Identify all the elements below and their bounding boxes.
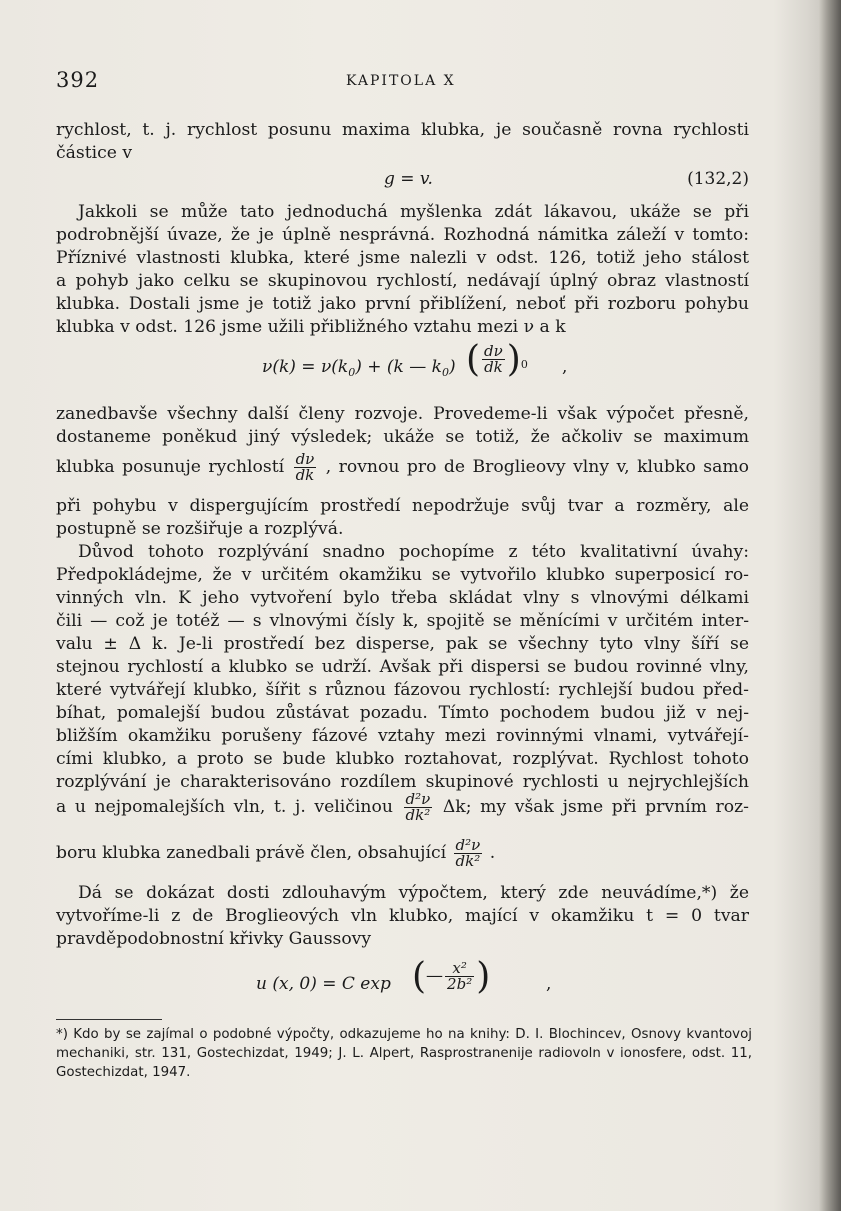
equation-expression: $\nu(k) = \nu(k_0) + (k$ — $k_0$) — [262, 357, 456, 379]
text-line: rychlost, t. j. rychlost posunu maxima klubka, je současně rovna rychlosti — [56, 120, 749, 140]
equation-expression: g = v. — [384, 169, 433, 189]
text-line: a pohyb jako celku se skupinovou rychlostí, nedávají úplný obraz vlastností — [56, 271, 749, 291]
text-line: cími klubko, a proto se bude klubko roztahovat, rozplývat. Rychlost tohoto — [56, 749, 749, 769]
text-line: bližším okamžiku porušeny fázové vztahy mezi rovinnými vlnami, vytvářejí- — [56, 726, 749, 746]
paragraph-4 — [56, 495, 749, 541]
text-line: Dá se dokázat dosti zdlouhavým výpočtem, který zde neuvádíme,*) že — [78, 883, 749, 903]
text-line: dostaneme poněkud jiný výsledek; ukáže se totiž, že ačkoliv se maximum — [56, 427, 749, 447]
paragraph-3 — [56, 403, 749, 449]
equation-gauss: u (x, 0) = C exp (— $\frac{\text{x²}}{\text{2b²}}$ ) , — [256, 956, 552, 997]
paragraph-6 — [56, 882, 749, 951]
footnote-rule — [56, 1019, 162, 1020]
text-line: vytvoříme-li z de Broglieových vln klubko, mající v okamžiku t = 0 tvar — [56, 906, 749, 926]
paragraph-1 — [56, 119, 749, 165]
text-line: zanedbavše všechny další členy rozvoje. Provedeme-li však výpočet přesně, — [56, 404, 749, 424]
text-line: postupně se rozšiřuje a rozplývá. — [56, 519, 344, 539]
text-line: při pohybu v dispergujícím prostředí nepodržuje svůj tvar a rozměry, ale — [56, 496, 749, 516]
running-head: KAPITOLA X — [346, 73, 456, 89]
derivative-fraction: ( $\frac{d\nu}{dk}$ )$_0$ — [466, 339, 528, 380]
paragraph-5 — [56, 541, 749, 794]
gauss-exponent: (— $\frac{\text{x²}}{\text{2b²}}$ ) — [412, 956, 491, 997]
text-line: které vytvářejí klubko, šířit s různou fázovou rychlostí: rychlejší budou před- — [56, 680, 749, 700]
text-line: Jakkoli se může tato jednoduchá myšlenka zdát lákavou, ukáže se při — [78, 202, 749, 222]
text-line: klubka. Dostali jsme je totiž jako první přiblížení, neboť při rozboru pohybu — [56, 294, 749, 314]
text-line: Příznivé vlastnosti klubka, které jsme nalezli v odst. 126, totiž jeho stálost — [56, 248, 749, 268]
fraction-line-1: klubka posunuje rychlostí $\frac{d\nu}{dk}$ , rovnou pro de Broglieovy vlny v, klubko samo — [56, 450, 749, 484]
text-line: čili — což je totéž — s vlnovými čísly k, spojitě se měnícími v určitém inter- — [56, 611, 749, 631]
text-line: valu ± Δ k. Je-li prostředí bez disperse, pak se všechny tyto vlny šíří se — [56, 634, 749, 654]
text-line: pravděpodobnostní křivky Gaussovy — [56, 929, 372, 949]
text-line: částice v — [56, 143, 133, 163]
fraction-line-3: boru klubka zanedbali právě člen, obsahující $\frac{\text{d²ν}}{\text{dk²}}$ . — [56, 836, 496, 870]
equation-nu-expansion: $\nu(k) = \nu(k_0) + (k$ — $k_0$) ( $\frac{d\nu}{dk}$ )$_0$ , — [262, 339, 568, 380]
text-line: vinných vln. K jeho vytvoření bylo třeba skládat vlny s vlnovými délkami — [56, 588, 749, 608]
text-line: stejnou rychlostí a klubko se udrží. Avšak při dispersi se budou rovinné vlny, — [56, 657, 749, 677]
equation-number: (132,2) — [687, 169, 749, 189]
footnote: *) Kdo by se zajímal o podobné výpočty, odkazujeme ho na knihy: D. I. Blochincev, Osnovy kvantovoj mechaniki, str. 131, Gostechizdat, 1949; J. L. Alpert, Rasprostranenije radiovoln v ionosfere, odst. 11, Gostechizdat, 1947. — [56, 1027, 752, 1080]
text-line: podrobnější úvaze, že je úplně nesprávná. Rozhodná námitka záleží v tomto: — [56, 225, 749, 245]
paragraph-2 — [56, 201, 749, 339]
equation-132-2 — [56, 167, 749, 197]
text-line: rozplývání je charakterisováno rozdílem skupinové rychlosti u nejrychlejších — [56, 772, 749, 792]
text-line: klubka v odst. 126 jsme užili přibližného vztahu mezi ν a k — [56, 317, 566, 337]
page-number: 392 — [56, 68, 100, 92]
page-edge-shadow — [819, 0, 841, 1211]
text-line: bíhat, pomalejší budou zůstávat pozadu. Tímto pochodem budou již v nej- — [56, 703, 749, 723]
text-line: Důvod tohoto rozplývání snadno pochopíme z této kvalitativní úvahy: — [78, 542, 749, 562]
text-line: Předpokládejme, že v určitém okamžiku se vytvořilo klubko superposicí ro- — [56, 565, 749, 585]
fraction-line-2: a u nejpomalejších vln, t. j. veličinou $\frac{\text{d²ν}}{\text{dk²}}$ Δk; my však jsme při prvním roz- — [56, 790, 749, 824]
